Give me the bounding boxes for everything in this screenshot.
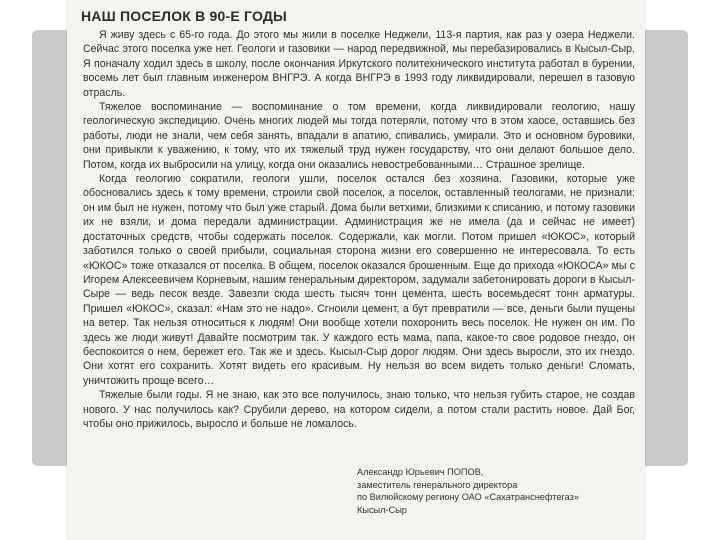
- document-page: [67, 0, 645, 540]
- paragraph-3: Когда геологию сократили, геологи ушли, поселок остался без хозяина. Газовики, которые уже обосновались здесь к тому времени, строили свой поселок, а поселок, оставленный геологами, не признали: он им был не нужен, потому что был уже старый. Дома были ветхими, близкими к списанию, и потому газовики их не взяли, и дома передали администрации. Администрация же не имела (да и сейчас не имеет) достаточных средств, чтобы содержать поселок. Содержали, как могли. Потом пришел «ЮКОС», который заботился только о своей прибыли, социальная сторона жизни его совершенно не интересовала. То есть «ЮКОС» тоже отказался от поселка. В общем, поселок оказался брошенным. Еще до прихода «ЮКОСА» мы с Игорем Алексеевичем Корневым, нашим генеральным директором, задумали забетонировать дороги в Кысыл-Сыре — ведь песок везде. Завезли сюда шесть тысяч тонн цемента, шесть восемьдесят тонн арматуры. Пришел «ЮКОС», сказал: «Нам это не надо». Сгноили цемент, а бут превратили — все, деньги были пущены на ветер. Так нельзя относиться к людям! Они вообще хотели похоронить весь поселок. Не нужен он им. По здесь же люди живут! Давайте посмотрим так. У каждого есть мама, папа, какое-то свое родовое гнездо, он беспокоится о нем, бережет его. Так же и здесь. Кысыл-Сыр дорог людям. Они здесь выросли, это их гнездо. Они хотят его сохранить. Хотят видеть его красивым. Ну нельзя во всем видеть только деньги! Сломать, уничтожить проще всего…: [83, 173, 635, 387]
- paragraph-2: Тяжелое воспоминание — воспоминание о том времени, когда ликвидировали геологию, нашу геологическую экспедицию. Очень многих людей мы тогда потеряли, потому что в этом хаосе, оставшись без работы, люди не знали, чем себя занять, впадали в апатию, спивались, умирали. Это и основном буровики, они привыкли к уважению, к тому, что их тяжелый труд нужен государству, что они делают большое дело. Потом, когда их выбросили на улицу, когда они оказались невостребованными… Страшное зрелище.: [83, 101, 635, 171]
- paragraph-1: Я живу здесь с 65-го года. До этого мы жили в поселке Неджели, 113-я партия, как раз у озера Неджели. Сейчас этого поселка уже нет. Геологи и газовики — народ передвижной, мы перебазировались в Кысыл-Сыр. Я поначалу ходил здесь в школу, после окончания Иркутского политехнического института работал в бурении, восемь лет был главным инженером ВНГРЭ. А когда ВНГРЭ в 1993 году ликвидировали, перешел в газовую отрасль.: [83, 29, 635, 99]
- paragraph-4: Тяжелые были годы. Я не знаю, как это все получилось, знаю только, что нельзя губить старое, не создав нового. У нас получилось как? Срубили дерево, на котором сидели, а потом стали растить новое. Дай Бог, чтобы оно прижилось, выросло и больше не ломалось.: [83, 389, 635, 430]
- author-location: Кысыл-Сыр: [357, 504, 407, 515]
- author-position: заместитель генерального директора: [357, 479, 518, 490]
- author-name: Александр Юрьевич ПОПОВ,: [357, 467, 484, 477]
- page-title: НАШ ПОСЕЛОК В 90-Е ГОДЫ: [81, 8, 287, 24]
- author-signature: [357, 466, 607, 516]
- article-body: [83, 28, 635, 431]
- author-company: по Вилюйскому региону ОАО «Сахатранснефтегаз»: [357, 492, 579, 503]
